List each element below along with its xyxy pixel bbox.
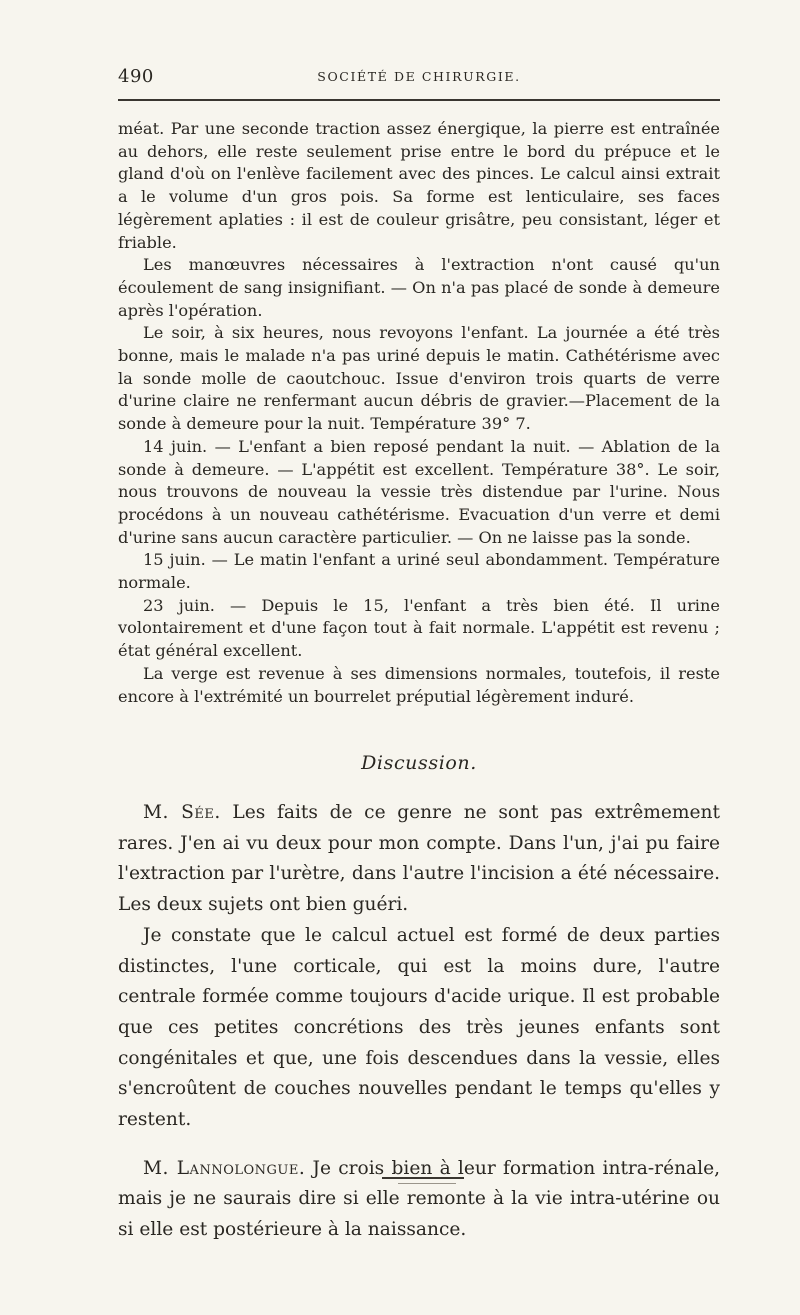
header-rule [118,99,720,101]
discussion-paragraph [118,921,720,1136]
end-rule [382,1177,464,1179]
section-title: Discussion. [361,752,477,774]
observation-paragraph: Le soir, à six heures, nous revoyons l'enfant. La journée a été très bonne, mais le malade n'a pas uriné depuis le matin. Cathétérisme avec la sonde molle de caoutchouc. Issue d'environ trois quarts de verre d'urine claire ne renfermant aucun débris de gravier.—Placement de la sonde à demeure pour la nuit. Température 39° 7. [118,323,720,434]
observation-paragraph: méat. Par une seconde traction assez énergique, la pierre est entraînée au dehors, elle reste seulement prise entre le bord du prépuce et le gland d'où on l'enlève facilement avec des pinces. Le calcul ainsi extrait a le volume d'un gros pois. Sa forme est lenticulaire, ses faces légèrement aplaties : il est de couleur grisâtre, peu consistant, léger et friable. [118,119,720,252]
discussion-paragraph [118,1154,720,1246]
speaker-name: M. Lannolongue. [143,1157,306,1179]
speech-text: Je constate que le calcul actuel est formé de deux parties distinctes, l'une corticale, qui est la moins dure, l'autre centrale formée comme toujours d'acide urique. Il est probable que ces petites concrétions des très jeunes enfants sont congénitales et que, une fois descendues dans la vessie, elles s'encroûtent de couches nouvelles pendant le temps qu'elles y restent. [118,924,720,1131]
observation-paragraph: Les manœuvres nécessaires à l'extraction n'ont causé qu'un écoulement de sang insignifiant. — On n'a pas placé de sonde à demeure après l'opération. [118,255,720,320]
observation-paragraph: 15 juin. — Le matin l'enfant a uriné seul abondamment. Température normale. [118,550,720,593]
discussion-paragraph [118,798,720,921]
case-observation [118,118,720,708]
running-title: SOCIÉTÉ DE CHIRURGIE. [317,69,521,84]
observation-paragraph: 23 juin. — Depuis le 15, l'enfant a très bien été. Il urine volontairement et d'une façon tout à fait normale. L'appétit est revenu ; état général excellent. [118,595,720,661]
end-rule-tail [398,1183,456,1184]
speaker-name: M. Sée. [143,802,221,823]
page-number: 490 [118,66,154,87]
running-head [118,66,720,96]
speech-text: Les faits de ce genre ne sont pas extrêmement rares. J'en ai vu deux pour mon compte. Dans l'un, j'ai pu faire l'extraction par l'urètre, dans l'autre l'incision a été nécessaire. Les deux sujets ont bien guéri. [118,802,720,916]
speech-text: Je crois bien à leur formation intra-rénale, mais je ne saurais dire si elle remonte à la vie intra-utérine ou si elle est postérieure à la naissance. [118,1157,720,1241]
observation-paragraph: La verge est revenue à ses dimensions normales, toutefois, il reste encore à l'extrémité un bourrelet préputial légèrement induré. [118,663,720,706]
observation-paragraph: 14 juin. — L'enfant a bien reposé pendant la nuit. — Ablation de la sonde à demeure. — L'appétit est excellent. Température 38°. Le soir, nous trouvons de nouveau la vessie très distendue par l'urine. Nous procédons à un nouveau cathétérisme. Evacuation d'un verre et demi d'urine sans aucun caractère particulier. — On ne laisse pas la sonde. [118,436,720,547]
